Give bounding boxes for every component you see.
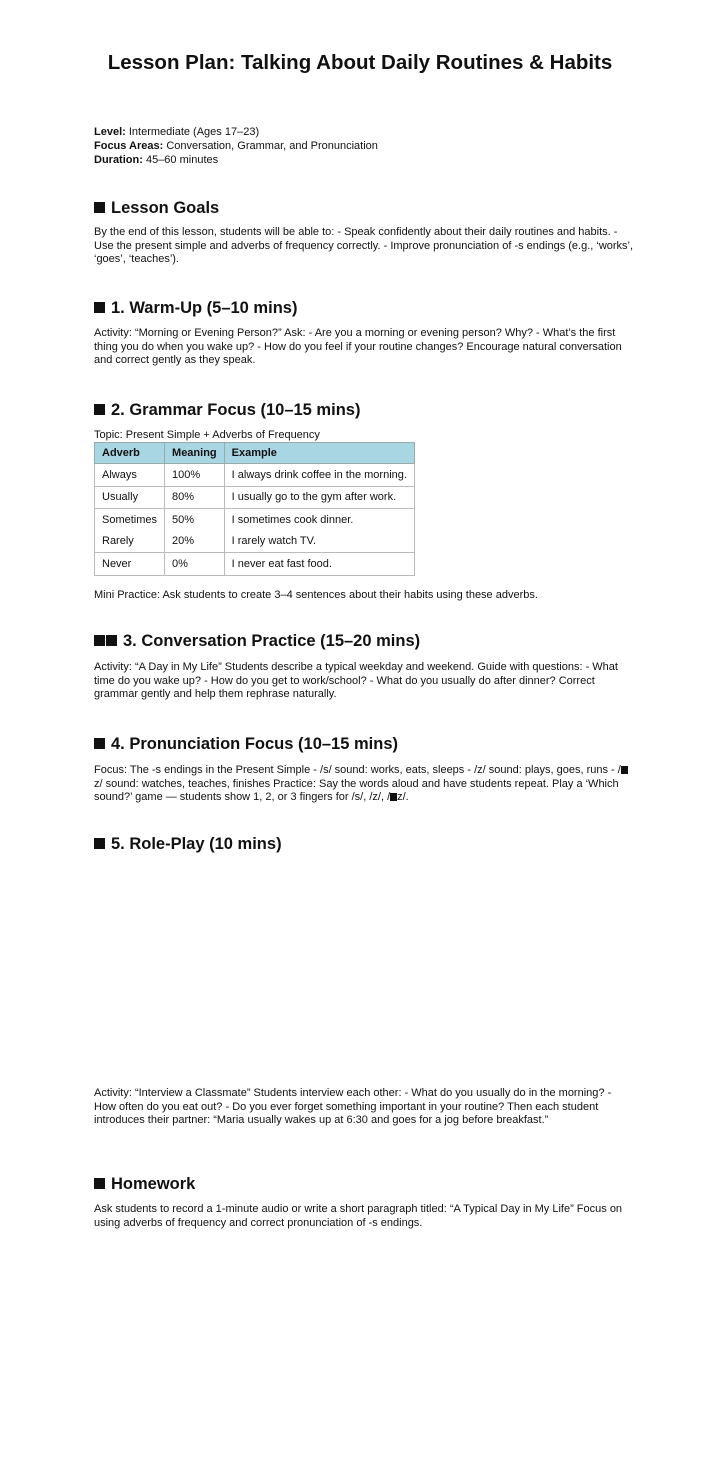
lesson-meta bbox=[94, 125, 378, 167]
pronunciation-heading-text: 4. Pronunciation Focus (10–15 mins) bbox=[111, 735, 398, 753]
duration-line bbox=[94, 153, 378, 167]
duration-label: Duration: bbox=[94, 154, 143, 166]
table-cell: Rarely bbox=[95, 531, 165, 553]
square-bullet-icon bbox=[94, 635, 105, 646]
square-bullet-icon bbox=[106, 635, 117, 646]
missing-glyph-icon bbox=[621, 766, 628, 774]
adverbs-table bbox=[94, 442, 415, 576]
table-row bbox=[95, 531, 415, 553]
focus-value: Conversation, Grammar, and Pronunciation bbox=[166, 140, 378, 152]
table-header-cell: Adverb bbox=[95, 443, 165, 464]
pronunciation-text-part: Focus: The -s endings in the Present Simple - /s/ sound: works, eats, sleeps - /z/ sound: plays, goes, runs - / bbox=[94, 764, 621, 776]
table-row bbox=[95, 464, 415, 487]
table-cell: 50% bbox=[165, 509, 225, 531]
pronunciation-text-part: z/ sound: watches, teaches, finishes Practice: Say the words aloud and have students repeat. Play a ‘Which sound?’ game — students show 1, 2, or 3 fingers for /s/, /z/, / bbox=[94, 777, 619, 803]
grammar-heading-text: 2. Grammar Focus (10–15 mins) bbox=[111, 401, 361, 419]
square-bullet-icon bbox=[94, 302, 105, 313]
table-row bbox=[95, 509, 415, 531]
square-bullet-icon bbox=[94, 202, 105, 213]
square-bullet-icon bbox=[94, 404, 105, 415]
goals-heading bbox=[94, 198, 219, 218]
table-cell: 0% bbox=[165, 553, 225, 576]
pronunciation-text bbox=[94, 764, 634, 805]
table-cell: I rarely watch TV. bbox=[224, 531, 414, 553]
warmup-heading bbox=[94, 298, 297, 318]
conversation-heading bbox=[94, 631, 420, 651]
table-cell: Never bbox=[95, 553, 165, 576]
table-cell: I sometimes cook dinner. bbox=[224, 509, 414, 531]
grammar-heading bbox=[94, 400, 360, 420]
table-cell: Always bbox=[95, 464, 165, 487]
table-header-row bbox=[95, 443, 415, 464]
square-bullet-icon bbox=[94, 1178, 105, 1189]
table-row bbox=[95, 486, 415, 509]
pronunciation-heading bbox=[94, 734, 398, 754]
table-cell: Usually bbox=[95, 486, 165, 509]
roleplay-text: Activity: “Interview a Classmate” Students interview each other: - What do you usually do in the morning? - How often do you eat out? - Do you ever forget something important in your routine? Then each student introduces their partner: “Maria usually wakes up at 6:30 and goes for a jog before breakfast.” bbox=[94, 1087, 612, 1126]
level-value: Intermediate (Ages 17–23) bbox=[128, 126, 260, 138]
level-label: Level: bbox=[94, 126, 126, 138]
table-cell: 80% bbox=[165, 486, 225, 509]
table-cell: I never eat fast food. bbox=[224, 553, 414, 576]
homework-heading bbox=[94, 1174, 195, 1194]
table-header-cell: Example bbox=[224, 443, 414, 464]
square-bullet-icon bbox=[94, 738, 105, 749]
square-bullet-icon bbox=[94, 838, 105, 849]
pronunciation-text-part: z/. bbox=[397, 791, 409, 803]
homework-heading-text: Homework bbox=[111, 1175, 196, 1193]
warmup-heading-text: 1. Warm-Up (5–10 mins) bbox=[111, 299, 298, 317]
conversation-heading-text: 3. Conversation Practice (15–20 mins) bbox=[123, 632, 421, 650]
warmup-text: Activity: “Morning or Evening Person?” Ask: - Are you a morning or evening person? Why? - What’s the first thing you do when you wake up? - How do you feel if your routine changes? Encourage natural conversation and correct gently as they speak. bbox=[94, 327, 622, 366]
table-row bbox=[95, 553, 415, 576]
table-cell: 100% bbox=[165, 464, 225, 487]
mini-practice-text: Mini Practice: Ask students to create 3–4 sentences about their habits using these adverbs. bbox=[94, 589, 538, 601]
goals-heading-text: Lesson Goals bbox=[111, 199, 220, 217]
focus-label: Focus Areas: bbox=[94, 140, 164, 152]
roleplay-heading bbox=[94, 834, 282, 854]
table-header-cell: Meaning bbox=[165, 443, 225, 464]
table-cell: I always drink coffee in the morning. bbox=[224, 464, 414, 487]
conversation-text: Activity: “A Day in My Life” Students describe a typical weekday and weekend. Guide with questions: - What time do you wake up? - How do you get to work/school? - What do you usually do after dinner? Correct grammar gently and help them rephrase naturally. bbox=[94, 661, 618, 700]
homework-text: Ask students to record a 1-minute audio or write a short paragraph titled: “A Typical Day in My Life” Focus on using adverbs of frequency and correct pronunciation of -s endings. bbox=[94, 1203, 623, 1229]
roleplay-heading-text: 5. Role-Play (10 mins) bbox=[111, 835, 282, 853]
grammar-topic: Topic: Present Simple + Adverbs of Frequency bbox=[94, 429, 320, 441]
goals-text: By the end of this lesson, students will be able to: - Speak confidently about their daily routines and habits. - Use the present simple and adverbs of frequency correctly. - Improve pronunciation of -s endings (e.g., ‘works’, ‘goes’, ‘teaches’). bbox=[94, 226, 634, 265]
level-line bbox=[94, 125, 378, 139]
focus-line bbox=[94, 139, 378, 153]
table-cell: 20% bbox=[165, 531, 225, 553]
table-cell: I usually go to the gym after work. bbox=[224, 486, 414, 509]
table-cell: Sometimes bbox=[95, 509, 165, 531]
page-title: Lesson Plan: Talking About Daily Routines & Habits bbox=[107, 51, 613, 74]
duration-value: 45–60 minutes bbox=[145, 154, 219, 166]
